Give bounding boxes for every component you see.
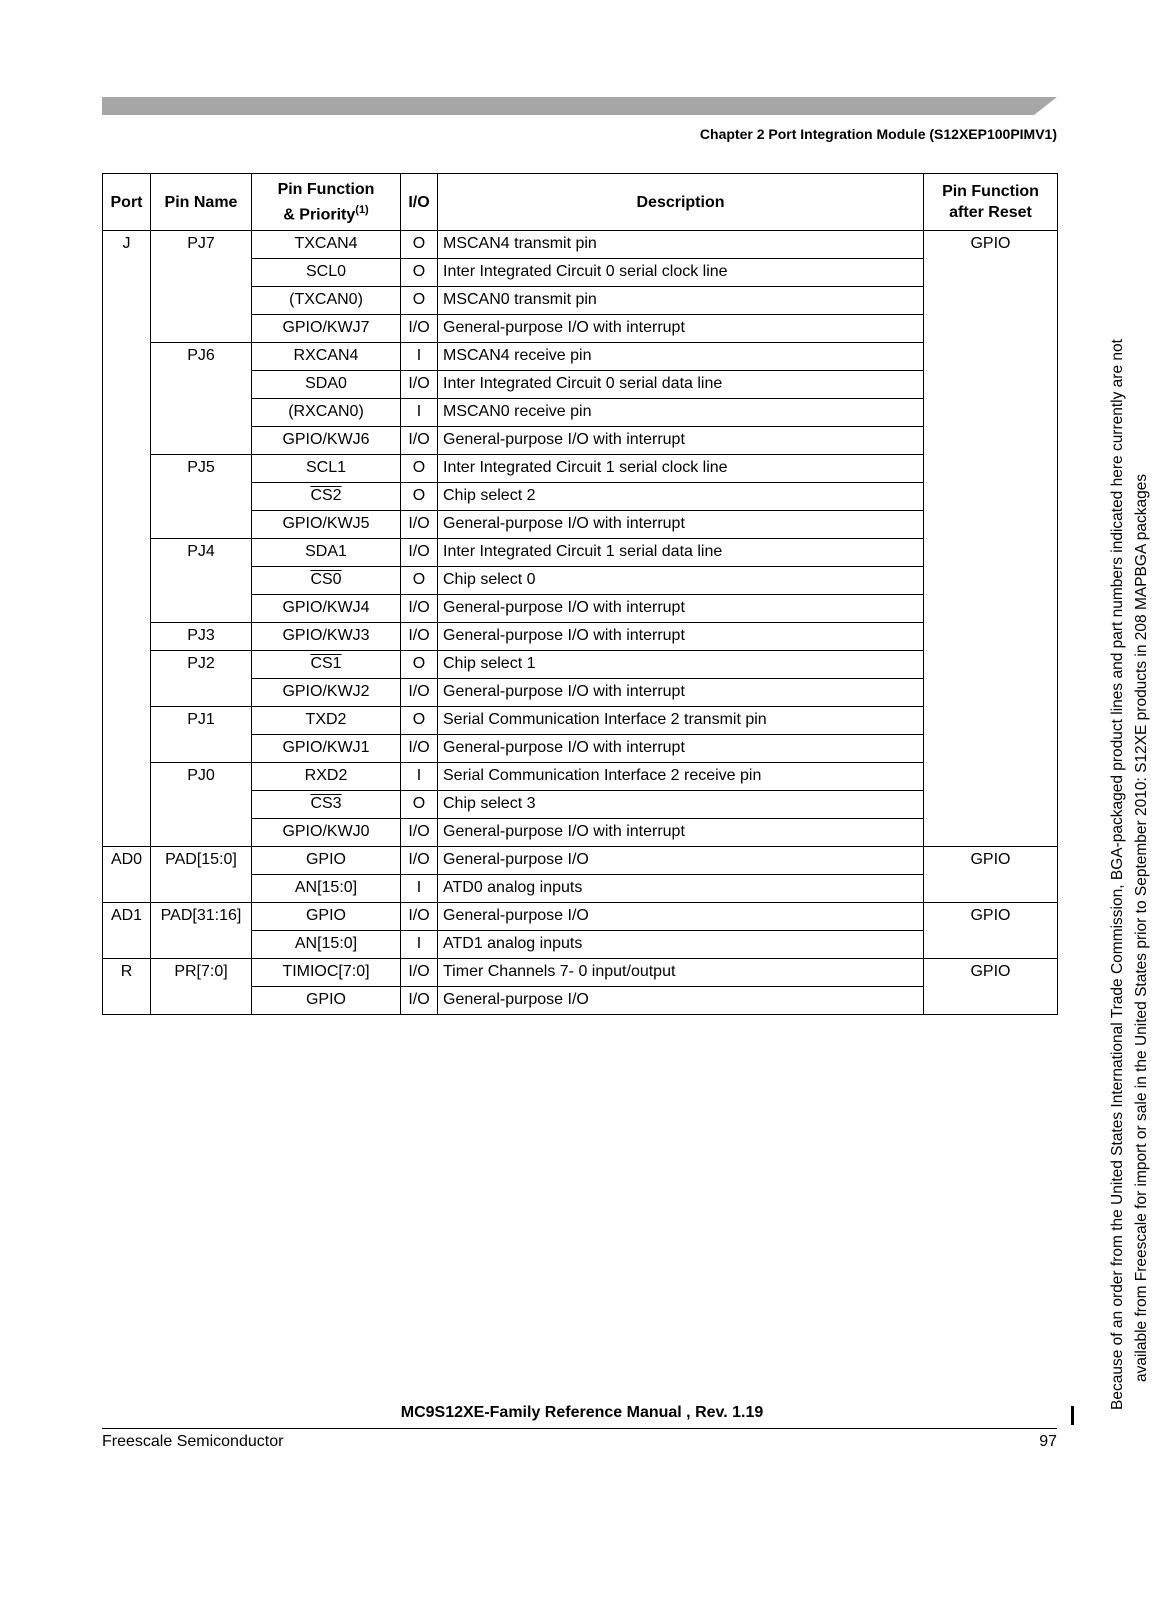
pin-name-cell: PJ0 bbox=[151, 763, 252, 847]
pin-function-cell: TXD2 bbox=[252, 707, 401, 735]
reset-function-cell: GPIO bbox=[924, 959, 1058, 1015]
pin-name-cell: PJ4 bbox=[151, 539, 252, 623]
io-cell: O bbox=[401, 231, 438, 259]
pin-function-cell: RXD2 bbox=[252, 763, 401, 791]
reset-function-cell: GPIO bbox=[924, 231, 1058, 847]
io-cell: I/O bbox=[401, 315, 438, 343]
port-cell: AD0 bbox=[103, 847, 151, 903]
io-cell: I bbox=[401, 343, 438, 371]
pin-name-cell: PJ7 bbox=[151, 231, 252, 343]
overlined-signal: CS1 bbox=[310, 655, 342, 672]
header-pin-function bbox=[252, 174, 401, 231]
description-cell: Inter Integrated Circuit 1 serial clock line bbox=[438, 455, 924, 483]
pin-function-cell: (RXCAN0) bbox=[252, 399, 401, 427]
pin-function-cell: GPIO/KWJ4 bbox=[252, 595, 401, 623]
table-row bbox=[103, 959, 1058, 987]
pin-function-cell: AN[15:0] bbox=[252, 875, 401, 903]
io-cell: I/O bbox=[401, 987, 438, 1015]
table-row bbox=[103, 455, 1058, 483]
table-row bbox=[103, 539, 1058, 567]
description-cell: MSCAN0 transmit pin bbox=[438, 287, 924, 315]
overlined-signal: CS0 bbox=[310, 571, 342, 588]
io-cell: I/O bbox=[401, 679, 438, 707]
io-cell: O bbox=[401, 791, 438, 819]
pin-function-cell: GPIO/KWJ7 bbox=[252, 315, 401, 343]
description-cell: Chip select 2 bbox=[438, 483, 924, 511]
pin-function-cell: GPIO/KWJ2 bbox=[252, 679, 401, 707]
table-row bbox=[103, 763, 1058, 791]
description-cell: Serial Communication Interface 2 receive pin bbox=[438, 763, 924, 791]
io-cell: I bbox=[401, 931, 438, 959]
chapter-title: Chapter 2 Port Integration Module (S12XEP100PIMV1) bbox=[699, 126, 1057, 142]
company-name: Freescale Semiconductor bbox=[102, 1433, 284, 1450]
io-cell: I/O bbox=[401, 539, 438, 567]
header-pin-function-line1: Pin Function bbox=[277, 180, 375, 198]
description-cell: Inter Integrated Circuit 0 serial clock line bbox=[438, 259, 924, 287]
reset-function-cell: GPIO bbox=[924, 903, 1058, 959]
pin-function-cell: AN[15:0] bbox=[252, 931, 401, 959]
pin-function-cell: TIMIOC[7:0] bbox=[252, 959, 401, 987]
header-pin-function-line2: & Priority bbox=[283, 206, 356, 224]
io-cell: I/O bbox=[401, 371, 438, 399]
port-cell: AD1 bbox=[103, 903, 151, 959]
table-row bbox=[103, 343, 1058, 371]
io-cell: O bbox=[401, 287, 438, 315]
description-cell: Chip select 3 bbox=[438, 791, 924, 819]
description-cell: General-purpose I/O with interrupt bbox=[438, 315, 924, 343]
header-reset-line2: after Reset bbox=[949, 204, 1032, 221]
page-number: 97 bbox=[1039, 1433, 1057, 1450]
header-io: I/O bbox=[401, 174, 438, 231]
pin-name-cell: PJ2 bbox=[151, 651, 252, 707]
io-cell: O bbox=[401, 707, 438, 735]
table-row bbox=[103, 847, 1058, 875]
pin-name-cell: PAD[15:0] bbox=[151, 847, 252, 903]
header-reset-function bbox=[924, 174, 1058, 231]
header-description: Description bbox=[438, 174, 924, 231]
pin-function-cell: SDA1 bbox=[252, 539, 401, 567]
description-cell: Serial Communication Interface 2 transmit pin bbox=[438, 707, 924, 735]
pin-function-cell: GPIO bbox=[252, 903, 401, 931]
description-cell: Chip select 1 bbox=[438, 651, 924, 679]
pin-function-cell: SCL0 bbox=[252, 259, 401, 287]
pin-function-cell bbox=[252, 567, 401, 595]
description-cell: General-purpose I/O with interrupt bbox=[438, 819, 924, 847]
table-row bbox=[103, 231, 1058, 259]
pin-name-cell: PR[7:0] bbox=[151, 959, 252, 1015]
io-cell: I/O bbox=[401, 735, 438, 763]
pin-function-table bbox=[102, 173, 1058, 1015]
pin-function-cell: GPIO/KWJ5 bbox=[252, 511, 401, 539]
pin-function-cell bbox=[252, 483, 401, 511]
description-cell: Inter Integrated Circuit 1 serial data line bbox=[438, 539, 924, 567]
description-cell: Timer Channels 7- 0 input/output bbox=[438, 959, 924, 987]
description-cell: General-purpose I/O bbox=[438, 987, 924, 1015]
pin-name-cell: PJ1 bbox=[151, 707, 252, 763]
pin-function-cell bbox=[252, 791, 401, 819]
description-cell: General-purpose I/O with interrupt bbox=[438, 679, 924, 707]
pin-name-cell: PJ3 bbox=[151, 623, 252, 651]
description-cell: General-purpose I/O bbox=[438, 847, 924, 875]
note-line-1: Because of an order from the United States International Trade Commission, BGA-packaged product lines and part numbers indicated here currently are not bbox=[1109, 339, 1126, 1410]
io-cell: O bbox=[401, 259, 438, 287]
pin-function-cell: RXCAN4 bbox=[252, 343, 401, 371]
io-cell: I/O bbox=[401, 903, 438, 931]
io-cell: I/O bbox=[401, 847, 438, 875]
import-restriction-note bbox=[1106, 230, 1154, 1410]
io-cell: I/O bbox=[401, 623, 438, 651]
pin-function-cell: GPIO/KWJ0 bbox=[252, 819, 401, 847]
pin-function-cell: GPIO bbox=[252, 987, 401, 1015]
reset-function-cell: GPIO bbox=[924, 847, 1058, 903]
header-pin-name: Pin Name bbox=[151, 174, 252, 231]
description-cell: Inter Integrated Circuit 0 serial data line bbox=[438, 371, 924, 399]
description-cell: MSCAN4 receive pin bbox=[438, 343, 924, 371]
io-cell: O bbox=[401, 567, 438, 595]
footer-divider bbox=[102, 1428, 1057, 1429]
description-cell: General-purpose I/O with interrupt bbox=[438, 595, 924, 623]
pin-function-cell: SCL1 bbox=[252, 455, 401, 483]
io-cell: I bbox=[401, 763, 438, 791]
io-cell: I/O bbox=[401, 511, 438, 539]
description-cell: ATD0 analog inputs bbox=[438, 875, 924, 903]
note-line-2: available from Freescale for import or sale in the United States prior to September 2010: S12XE products in 208 MAPBGA packages bbox=[1133, 473, 1150, 1382]
port-cell: J bbox=[103, 231, 151, 847]
manual-title: MC9S12XE-Family Reference Manual , Rev. 1.19 bbox=[400, 1404, 764, 1421]
overlined-signal: CS3 bbox=[310, 795, 342, 812]
pin-name-cell: PJ6 bbox=[151, 343, 252, 455]
pin-function-cell: GPIO/KWJ3 bbox=[252, 623, 401, 651]
io-cell: O bbox=[401, 483, 438, 511]
pin-function-cell: TXCAN4 bbox=[252, 231, 401, 259]
pin-function-cell: GPIO bbox=[252, 847, 401, 875]
pin-function-cell: GPIO/KWJ6 bbox=[252, 427, 401, 455]
io-cell: I bbox=[401, 399, 438, 427]
overlined-signal: CS2 bbox=[310, 487, 342, 504]
table-row bbox=[103, 651, 1058, 679]
pin-function-cell bbox=[252, 651, 401, 679]
header-port: Port bbox=[103, 174, 151, 231]
description-cell: Chip select 0 bbox=[438, 567, 924, 595]
pin-function-cell: GPIO/KWJ1 bbox=[252, 735, 401, 763]
header-bar bbox=[102, 97, 1057, 115]
description-cell: ATD1 analog inputs bbox=[438, 931, 924, 959]
header-reset-line1: Pin Function bbox=[942, 183, 1039, 200]
description-cell: General-purpose I/O with interrupt bbox=[438, 511, 924, 539]
io-cell: O bbox=[401, 455, 438, 483]
table-row bbox=[103, 623, 1058, 651]
description-cell: MSCAN0 receive pin bbox=[438, 399, 924, 427]
pin-name-cell: PJ5 bbox=[151, 455, 252, 539]
io-cell: I/O bbox=[401, 595, 438, 623]
io-cell: I/O bbox=[401, 959, 438, 987]
table-row bbox=[103, 903, 1058, 931]
io-cell: I/O bbox=[401, 427, 438, 455]
table-header-row bbox=[103, 174, 1058, 231]
description-cell: General-purpose I/O with interrupt bbox=[438, 427, 924, 455]
pin-name-cell: PAD[31:16] bbox=[151, 903, 252, 959]
description-cell: General-purpose I/O bbox=[438, 903, 924, 931]
description-cell: MSCAN4 transmit pin bbox=[438, 231, 924, 259]
pin-function-cell: (TXCAN0) bbox=[252, 287, 401, 315]
io-cell: I bbox=[401, 875, 438, 903]
table-row bbox=[103, 707, 1058, 735]
io-cell: I/O bbox=[401, 819, 438, 847]
pin-function-cell: SDA0 bbox=[252, 371, 401, 399]
description-cell: General-purpose I/O with interrupt bbox=[438, 735, 924, 763]
port-cell: R bbox=[103, 959, 151, 1015]
footnote-ref: (1) bbox=[355, 203, 369, 216]
description-cell: General-purpose I/O with interrupt bbox=[438, 623, 924, 651]
io-cell: O bbox=[401, 651, 438, 679]
